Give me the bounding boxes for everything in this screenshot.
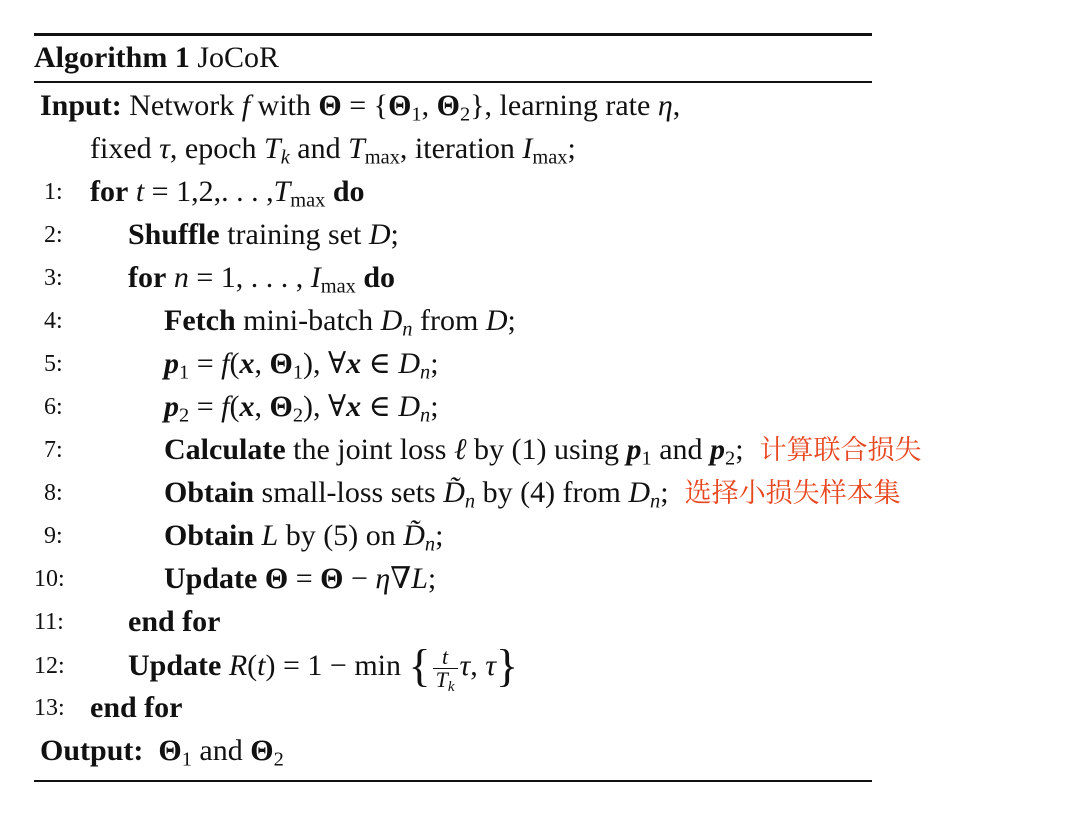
step-number: 9: xyxy=(44,523,63,549)
step-number: 1: xyxy=(44,179,63,205)
step-number: 4: xyxy=(44,308,63,334)
step-number: 7: xyxy=(44,437,63,463)
step-number: 8: xyxy=(44,480,63,506)
annotation-joint-loss: 计算联合损失 xyxy=(759,435,922,466)
algorithm-label: Algorithm 1 xyxy=(34,41,190,74)
step-number: 5: xyxy=(44,351,63,377)
input-keyword: Input: xyxy=(40,89,122,122)
bottom-rule xyxy=(34,780,872,782)
step-number: 13: xyxy=(34,695,65,721)
algorithm-name: JoCoR xyxy=(197,41,280,74)
step-number: 10: xyxy=(34,566,65,592)
algorithm-title xyxy=(34,40,279,76)
annotation-small-loss: 选择小损失样本集 xyxy=(684,478,901,509)
step-number: 2: xyxy=(44,222,63,248)
step-number: 12: xyxy=(34,653,65,679)
header-rule xyxy=(34,81,872,83)
step-number: 6: xyxy=(44,394,63,420)
top-rule xyxy=(34,33,872,36)
step-number: 3: xyxy=(44,265,63,291)
step-number: 11: xyxy=(34,609,64,635)
output-keyword: Output: xyxy=(40,734,144,767)
